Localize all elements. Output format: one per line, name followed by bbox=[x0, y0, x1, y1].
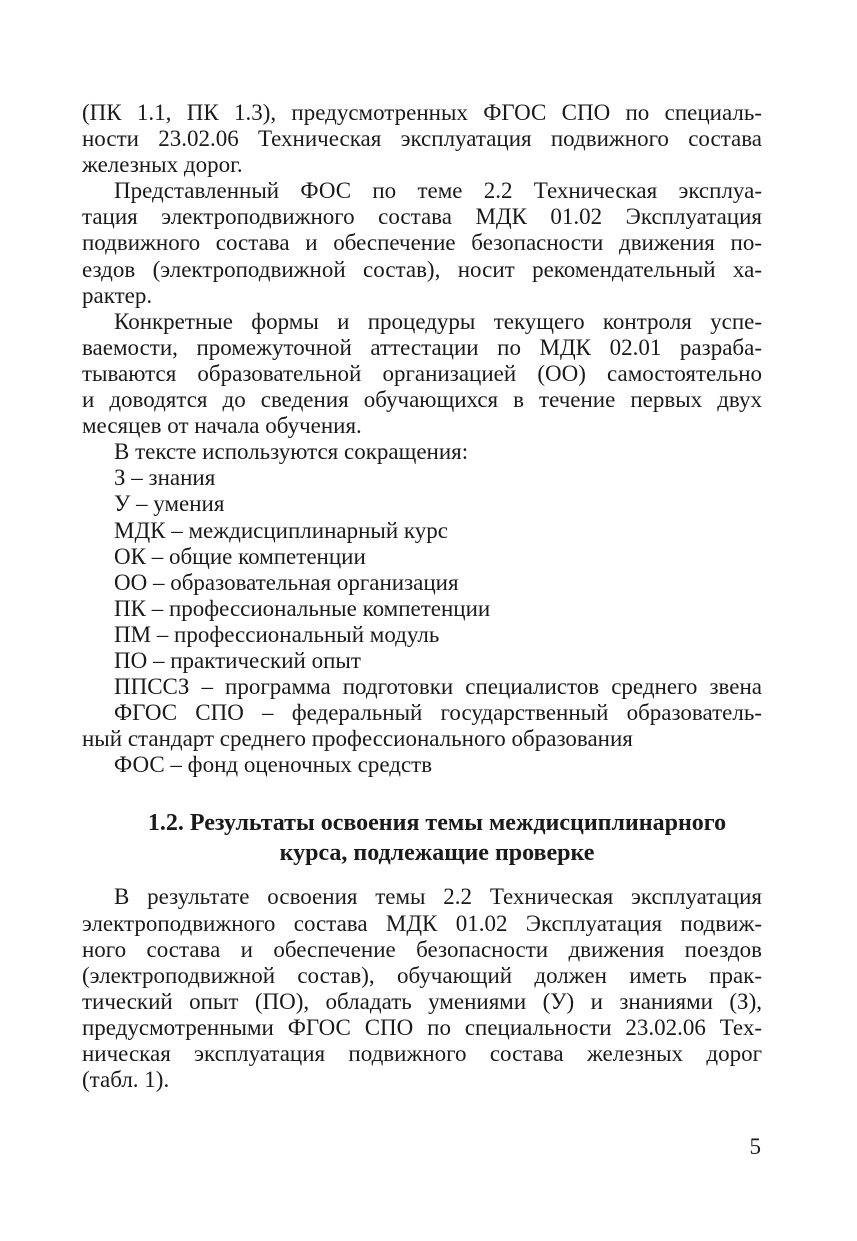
abbreviation-item: ПК – профессиональные компетенции bbox=[114, 595, 491, 621]
text-line: ности 23.02.06 Техническая эксплуатация подвижного состава bbox=[82, 126, 762, 152]
text-line: ного состава и обеспечение безопасности движения поездов bbox=[82, 936, 762, 962]
text-line: тический опыт (ПО), обладать умениями (У) и знаниями (З), bbox=[82, 988, 762, 1014]
abbreviation-item: МДК – междисциплинарный курс bbox=[114, 517, 448, 543]
abbreviation-item: ППССЗ – программа подготовки специалистов среднего звена bbox=[114, 674, 762, 700]
text-line: ническая эксплуатация подвижного состава железных дорог bbox=[82, 1041, 762, 1066]
abbreviation-item: З – знания bbox=[114, 465, 216, 491]
abbreviation-item: У – умения bbox=[114, 491, 225, 517]
text-line: В результате освоения темы 2.2 Техническая эксплуатация bbox=[114, 884, 762, 910]
abbreviation-item: ПО – практический опыт bbox=[114, 647, 361, 673]
text-line: месяцев от начала обучения. bbox=[82, 413, 362, 439]
heading-line: курса, подлежащие проверке bbox=[279, 840, 595, 867]
text-line: и доводятся до сведения обучающихся в течение первых двух bbox=[82, 387, 762, 413]
intro-paragraphs bbox=[82, 100, 762, 465]
results-paragraph bbox=[82, 884, 762, 1093]
text-line: ездов (электроподвижной состав), носит рекомендательный ха- bbox=[82, 256, 762, 282]
abbreviation-item-continuation: ный стандарт среднего профессионального образования bbox=[82, 726, 633, 752]
text-line: тываются образовательной организацией (ОО) самостоятельно bbox=[82, 360, 762, 386]
abbreviation-item: ФОС – фонд оценочных средств bbox=[114, 752, 433, 778]
text-line: электроподвижного состава МДК 01.02 Эксплуатация подвиж- bbox=[82, 910, 762, 936]
abbreviation-item: ПМ – профессиональный модуль bbox=[114, 621, 440, 647]
text-line: Конкретные формы и процедуры текущего контроля успе- bbox=[114, 308, 762, 334]
abbreviation-item: ФГОС СПО – федеральный государственный образователь- bbox=[114, 700, 762, 726]
text-line: В тексте используются сокращения: bbox=[114, 439, 469, 465]
text-line: (ПК 1.1, ПК 1.3), предусмотренных ФГОС СПО по специаль- bbox=[82, 100, 762, 125]
page-body bbox=[82, 100, 762, 1093]
page-number: 5 bbox=[749, 1134, 761, 1159]
section-heading bbox=[82, 808, 762, 868]
text-line: тация электроподвижного состава МДК 01.02 Эксплуатация bbox=[82, 204, 762, 230]
text-line: ваемости, промежуточной аттестации по МДК 02.01 разраба- bbox=[82, 334, 762, 360]
text-line: Представленный ФОС по теме 2.2 Техническая эксплуа- bbox=[114, 178, 762, 204]
abbreviation-list bbox=[82, 465, 762, 778]
text-line: рактер. bbox=[82, 282, 153, 308]
text-line: предусмотренными ФГОС СПО по специальности 23.02.06 Тех- bbox=[82, 1014, 762, 1040]
text-line: (табл. 1). bbox=[82, 1067, 170, 1093]
text-line: железных дорог. bbox=[82, 152, 243, 178]
abbreviation-item: ОК – общие компетенции bbox=[114, 543, 366, 569]
text-line: (электроподвижной состав), обучающий должен иметь прак- bbox=[82, 962, 762, 988]
abbreviation-item: ОО – образовательная организация bbox=[114, 569, 459, 595]
heading-line: 1.2. Результаты освоения темы междисциплинарного bbox=[147, 810, 727, 837]
text-line: подвижного состава и обеспечение безопасности движения по- bbox=[82, 230, 762, 256]
